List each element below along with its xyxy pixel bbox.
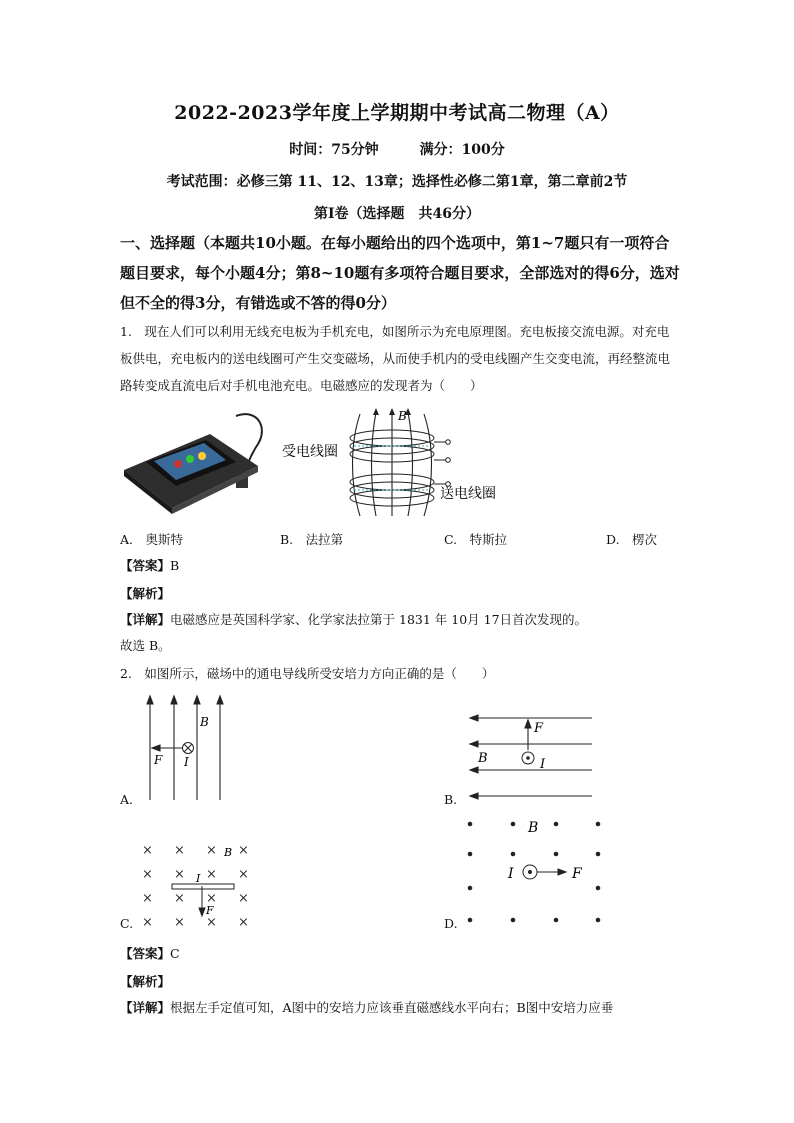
q1-conclusion: 故选 B。 [120, 638, 171, 653]
svg-text:×: × [142, 843, 153, 858]
exam-meta [0, 139, 794, 159]
phone-charger-image [118, 404, 268, 514]
coil-diagram [280, 404, 520, 522]
answer-value: C [170, 946, 180, 961]
fig-b-i-label: I [540, 757, 546, 772]
fig-c-i-label: I [196, 872, 201, 885]
fig-a-b-label: B [200, 715, 209, 729]
svg-text:×: × [174, 867, 185, 882]
svg-text:×: × [174, 843, 185, 858]
q2-option-c[interactable]: C. [120, 916, 134, 931]
answer-tag: 【答案】 [120, 946, 171, 961]
svg-text:×: × [206, 843, 217, 858]
fig-d-i-label: I [508, 866, 514, 882]
detail-text: 电磁感应是英国科学家、化学家法拉第于 1831 年 10月 17日首次发现的。 [170, 612, 588, 627]
svg-text:×: × [206, 867, 217, 882]
q1-option-a[interactable]: A. 奥斯特 [120, 532, 184, 547]
q1-option-c[interactable]: C. 特斯拉 [444, 532, 508, 547]
receiver-coil-label: 受电线圈 [282, 444, 338, 460]
q2-option-a[interactable]: A. [120, 792, 134, 807]
svg-text:×: × [206, 915, 217, 928]
q1-option-d[interactable]: D. 楞次 [606, 532, 658, 547]
svg-text:×: × [174, 915, 185, 928]
q2-analysis-tag: 【解析】 [120, 974, 171, 989]
q1-option-b[interactable]: B. 法拉第 [280, 532, 344, 547]
fig-a-i-label: I [184, 755, 189, 769]
svg-text:×: × [206, 891, 217, 906]
q1-detail [120, 610, 587, 630]
sender-coil-label: 送电线圈 [440, 486, 496, 502]
fig-a-f-label: F [154, 753, 163, 767]
q2-answer [120, 944, 180, 964]
svg-text:×: × [142, 867, 153, 882]
exam-range: 考试范围：必修三第 11、12、13章；选择性必修二第1章，第二章前2节 [166, 174, 628, 190]
q1-analysis-tag: 【解析】 [120, 586, 171, 601]
svg-text:×: × [238, 891, 249, 906]
q1-answer [120, 556, 179, 576]
volume-title: 第Ⅰ卷（选择题 共46分） [313, 206, 481, 222]
page-title: 2022-2023学年度上学期期中考试高二物理（A） [174, 102, 620, 124]
q2-detail [120, 998, 613, 1018]
svg-text:×: × [238, 867, 249, 882]
svg-text:×: × [142, 915, 153, 928]
answer-value: B [170, 558, 180, 573]
fig-b-f-label: F [534, 721, 544, 736]
fig-d-b-label: B [528, 820, 539, 836]
svg-text:×: × [238, 843, 249, 858]
q2-figure-d [462, 814, 612, 930]
q2-figure-b [462, 708, 602, 804]
fig-d-f-label: F [572, 866, 582, 882]
svg-text:×: × [174, 891, 185, 906]
exam-score: 满分：100分 [419, 142, 505, 158]
answer-tag: 【答案】 [120, 558, 171, 573]
q1-stem: 1. 现在人们可以利用无线充电板为手机充电，如图所示为充电原理图。充电板接交流电源。对充电板供电，充电板内的送电线圈可产生交变磁场，从而使手机内的受电线圈产生交变电流，再经整流电路转变成直流电后对手机电池充电。电磁感应的发现者为（ ） [120, 324, 671, 393]
q2-stem: 2. 如图所示，磁场中的通电导线所受安培力方向正确的是（ ） [120, 666, 495, 681]
svg-text:×: × [238, 915, 249, 928]
detail-tag: 【详解】 [120, 612, 171, 627]
fig-c-b-label: B [224, 846, 233, 859]
fig-c-f-label: F [206, 904, 214, 917]
fig-b-b-label: B [478, 751, 488, 766]
q2-figure-a [140, 694, 240, 804]
section-heading: 一、选择题（本题共10小题。在每小题给出的四个选项中，第1~7题只有一项符合题目要求，每个小题4分；第8~10题有多项符合题目要求，全部选对的得6分，选对但不全的得3分，有错选或不答的得0分） [120, 234, 680, 312]
detail-text: 根据左手定值可知，A图中的安培力应该垂直磁感线水平向右；B图中安培力应垂 [170, 1000, 614, 1015]
q2-figure-c [138, 838, 258, 928]
q2-option-b[interactable]: B. [444, 792, 458, 807]
svg-text:×: × [142, 891, 153, 906]
q2-option-d[interactable]: D. [444, 916, 458, 931]
exam-time: 时间：75分钟 [289, 142, 379, 158]
detail-tag: 【详解】 [120, 1000, 171, 1015]
coil-b-label: B [398, 409, 407, 423]
